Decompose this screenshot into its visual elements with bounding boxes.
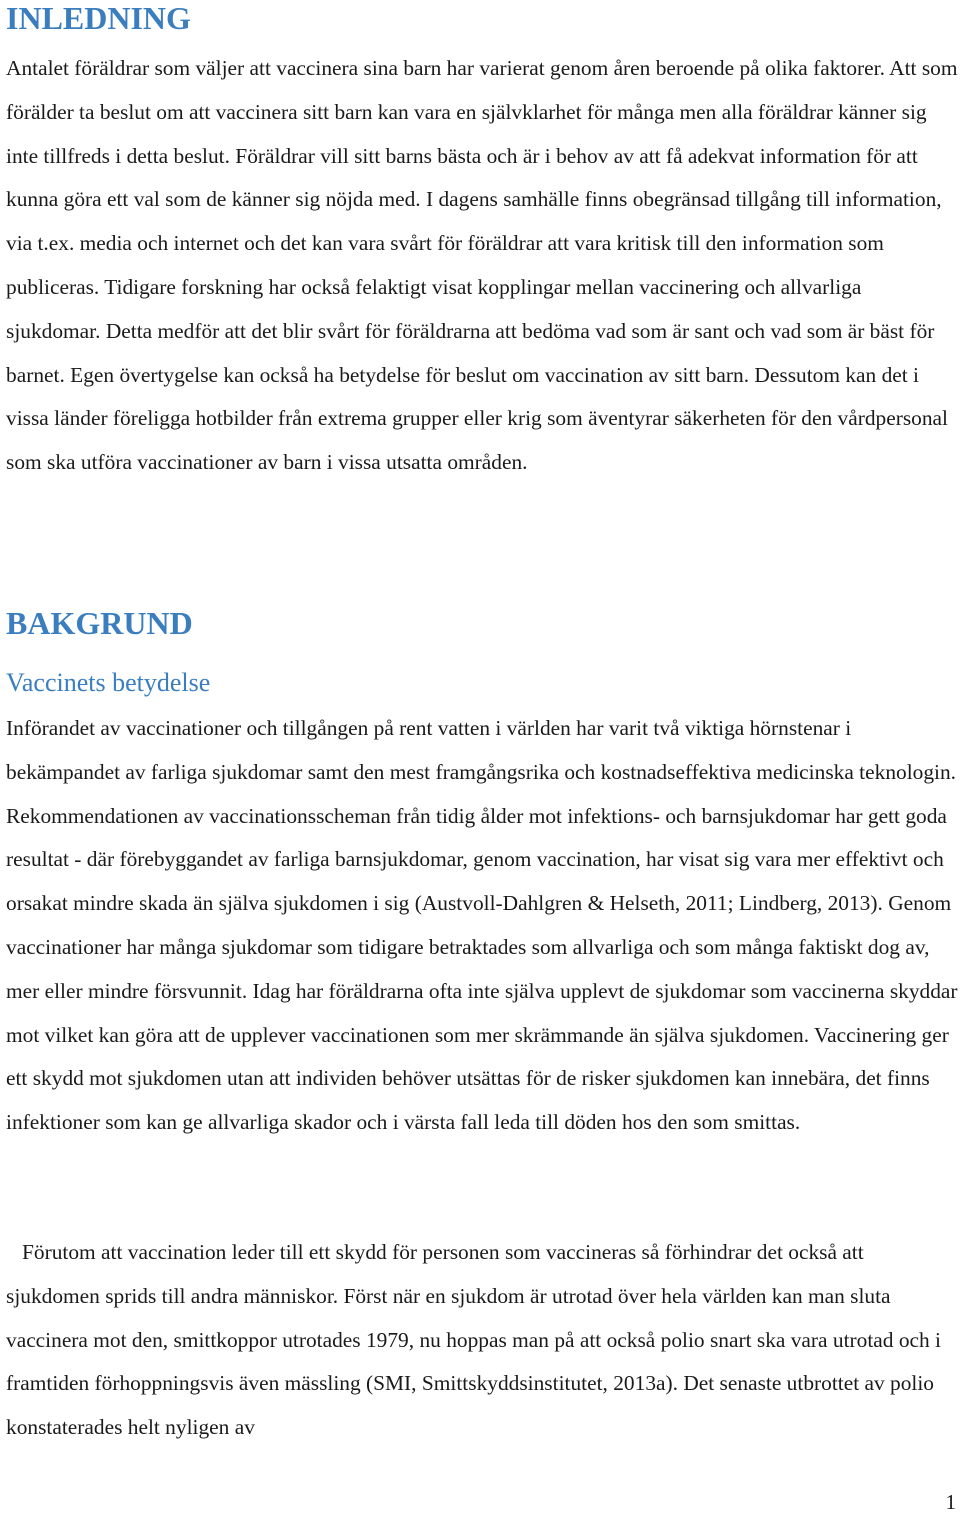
page-number: 1 bbox=[945, 1490, 956, 1514]
heading-inledning: INLEDNING bbox=[6, 0, 191, 36]
subheading-vaccinets-betydelse: Vaccinets betydelse bbox=[6, 668, 211, 697]
paragraph-betydelse-2: Förutom att vaccination leder till ett skydd för personen som vaccineras så förhindrar det också att sjukdomen sprids till andra människor. Först när en sjukdom är utrotad över hela världen kan man sluta vaccinera mot den, smittkoppor utrotades 1979, nu hoppas man på att också polio snart ska vara utrotad och i framtiden förhoppningsvis även mässling (SMI, Smittskyddsinstitutet, 2013a). Det senaste utbrottet av polio konstaterades helt nyligen av bbox=[6, 1240, 942, 1440]
paragraph-betydelse-1: Införandet av vaccinationer och tillgången på rent vatten i världen har varit två viktiga hörnstenar i bekämpandet av farliga sjukdomar samt den mest framgångsrika och kostnadseffektiva medicinska teknologin. Rekommendationen av vaccinationsscheman från tidig ålder mot infektions- och barnsjukdomar har gett goda resultat - där förebyggandet av farliga barnsjukdomar, genom vaccination, har visat sig vara mer effektivt och orsakat mindre skada än själva sjukdomen i sig (Austvoll-Dahlgren & Helseth, 2011; Lindberg, 2013). Genom vaccinationer har många sjukdomar som tidigare betraktades som allvarliga och som många faktiskt dog av, mer eller mindre försvunnit. Idag har föräldrarna ofta inte själva upplevt de sjukdomar som vaccinerna skyddar mot vilket kan göra att de upplever vaccinationen som mer skrämmande än själva sjukdomen. Vaccinering ger ett skydd mot sjukdomen utan att individen behöver utsättas för de risker sjukdomen kan innebära, det finns infektioner som kan ge allvarliga skador och i värsta fall leda till döden hos den som smittas. bbox=[6, 716, 958, 1135]
paragraph-intro: Antalet föräldrar som väljer att vaccinera sina barn har varierat genom åren beroende på olika faktorer. Att som förälder ta beslut om att vaccinera sitt barn kan vara en självklarhet för många men alla föräldrar känner sig inte tillfreds i detta beslut. Föräldrar vill sitt barns bästa och är i behov av att få adekvat information för att kunna göra ett val som de känner sig nöjda med. I dagens samhälle finns obegränsad tillgång till information, via t.ex. media och internet och det kan vara svårt för föräldrar att vara kritisk till den information som publiceras. Tidigare forskning har också felaktigt visat kopplingar mellan vaccinering och allvarliga sjukdomar. Detta medför att det blir svårt för föräldrarna att bedöma vad som är sant och vad som är bäst för barnet. Egen övertygelse kan också ha betydelse för beslut om vaccination av sitt barn. Dessutom kan det i vissa länder föreligga hotbilder från extrema grupper eller krig som äventyrar säkerheten för den vårdpersonal som ska utföra vaccinationer av barn i vissa utsatta områden. bbox=[6, 56, 958, 475]
heading-bakgrund: BAKGRUND bbox=[6, 605, 193, 641]
